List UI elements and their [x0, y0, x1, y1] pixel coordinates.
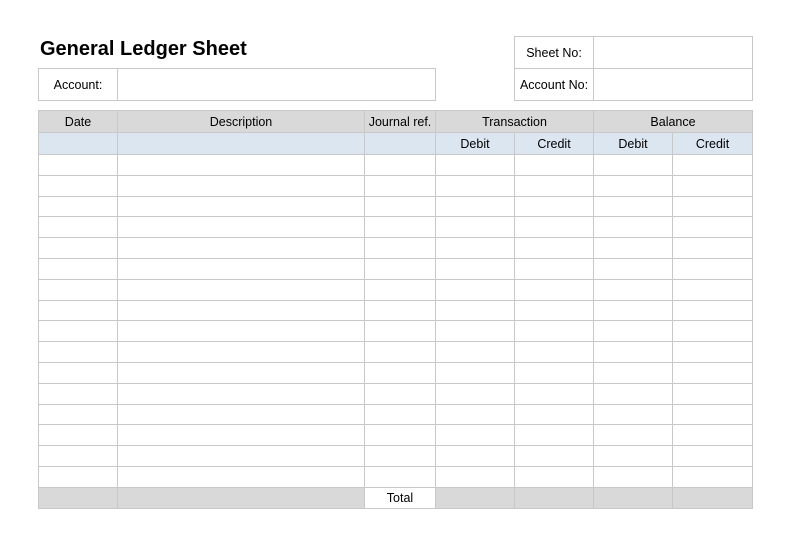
journal-ref-cell[interactable]: [365, 196, 436, 217]
account-no-label: Account No:: [515, 69, 594, 101]
date-cell[interactable]: [39, 196, 118, 217]
balance-debit-cell[interactable]: [594, 258, 673, 279]
transaction-debit-cell[interactable]: [436, 321, 515, 342]
account-no-field[interactable]: [594, 69, 753, 101]
transaction-credit-cell[interactable]: [515, 279, 594, 300]
date-cell[interactable]: [39, 446, 118, 467]
transaction-debit-cell[interactable]: [436, 446, 515, 467]
transaction-debit-cell[interactable]: [436, 217, 515, 238]
col-date: Date: [39, 111, 118, 133]
balance-debit-cell[interactable]: [594, 404, 673, 425]
account-label: Account:: [39, 69, 118, 101]
sheet-no-label: Sheet No:: [515, 37, 594, 69]
description-cell[interactable]: [118, 279, 365, 300]
balance-credit-cell[interactable]: [673, 279, 753, 300]
date-cell[interactable]: [39, 404, 118, 425]
journal-ref-cell[interactable]: [365, 238, 436, 259]
date-cell[interactable]: [39, 217, 118, 238]
table-row: [39, 342, 753, 363]
balance-credit-cell[interactable]: [673, 466, 753, 487]
col-transaction: Transaction: [436, 111, 594, 133]
journal-ref-cell[interactable]: [365, 175, 436, 196]
transaction-credit-cell[interactable]: [515, 466, 594, 487]
col-transaction-credit: Credit: [515, 133, 594, 155]
transaction-debit-cell[interactable]: [436, 258, 515, 279]
transaction-debit-cell[interactable]: [436, 404, 515, 425]
balance-debit-cell[interactable]: [594, 321, 673, 342]
transaction-debit-cell[interactable]: [436, 279, 515, 300]
header-row-2: [39, 133, 753, 155]
balance-credit-cell[interactable]: [673, 404, 753, 425]
table-row: [39, 383, 753, 404]
table-row: [39, 362, 753, 383]
transaction-credit-cell[interactable]: [515, 362, 594, 383]
date-cell[interactable]: [39, 383, 118, 404]
date-cell[interactable]: [39, 279, 118, 300]
description-cell[interactable]: [118, 258, 365, 279]
balance-credit-cell[interactable]: [673, 300, 753, 321]
description-cell[interactable]: [118, 300, 365, 321]
balance-credit-cell[interactable]: [673, 175, 753, 196]
date-cell[interactable]: [39, 466, 118, 487]
balance-debit-cell[interactable]: [594, 383, 673, 404]
date-cell[interactable]: [39, 175, 118, 196]
transaction-debit-cell[interactable]: [436, 466, 515, 487]
balance-debit-cell[interactable]: [594, 155, 673, 176]
balance-debit-cell[interactable]: [594, 196, 673, 217]
description-cell[interactable]: [118, 362, 365, 383]
balance-debit-cell[interactable]: [594, 175, 673, 196]
transaction-credit-cell[interactable]: [515, 258, 594, 279]
description-cell[interactable]: [118, 342, 365, 363]
journal-ref-cell[interactable]: [365, 466, 436, 487]
account-field[interactable]: [118, 69, 436, 101]
balance-credit-cell[interactable]: [673, 446, 753, 467]
date-cell[interactable]: [39, 321, 118, 342]
table-row: [39, 155, 753, 176]
transaction-credit-cell[interactable]: [515, 196, 594, 217]
journal-ref-cell[interactable]: [365, 362, 436, 383]
total-transaction-debit: [436, 487, 515, 508]
table-row: [39, 258, 753, 279]
balance-credit-cell[interactable]: [673, 238, 753, 259]
balance-credit-cell[interactable]: [673, 425, 753, 446]
col-balance-debit: Debit: [594, 133, 673, 155]
journal-ref-cell[interactable]: [365, 446, 436, 467]
balance-debit-cell[interactable]: [594, 446, 673, 467]
col-balance: Balance: [594, 111, 753, 133]
transaction-credit-cell[interactable]: [515, 217, 594, 238]
journal-ref-cell[interactable]: [365, 258, 436, 279]
balance-debit-cell[interactable]: [594, 217, 673, 238]
journal-ref-cell[interactable]: [365, 383, 436, 404]
table-row: [39, 425, 753, 446]
total-row-cell: [39, 487, 118, 508]
transaction-credit-cell[interactable]: [515, 404, 594, 425]
description-cell[interactable]: [118, 466, 365, 487]
transaction-debit-cell[interactable]: [436, 300, 515, 321]
account-table: [38, 68, 436, 101]
balance-credit-cell[interactable]: [673, 342, 753, 363]
total-balance-debit: [594, 487, 673, 508]
transaction-debit-cell[interactable]: [436, 383, 515, 404]
description-cell[interactable]: [118, 425, 365, 446]
col-description: Description: [118, 111, 365, 133]
balance-debit-cell[interactable]: [594, 300, 673, 321]
description-cell[interactable]: [118, 217, 365, 238]
transaction-credit-cell[interactable]: [515, 175, 594, 196]
total-label: Total: [365, 487, 436, 508]
description-cell[interactable]: [118, 196, 365, 217]
col-journal-ref: Journal ref.: [365, 111, 436, 133]
date-cell[interactable]: [39, 258, 118, 279]
balance-credit-cell[interactable]: [673, 258, 753, 279]
table-row: [39, 279, 753, 300]
transaction-credit-cell[interactable]: [515, 155, 594, 176]
date-cell[interactable]: [39, 238, 118, 259]
description-cell[interactable]: [118, 238, 365, 259]
subhead-empty: [365, 133, 436, 155]
balance-credit-cell[interactable]: [673, 155, 753, 176]
transaction-credit-cell[interactable]: [515, 238, 594, 259]
transaction-debit-cell[interactable]: [436, 425, 515, 446]
journal-ref-cell[interactable]: [365, 404, 436, 425]
total-transaction-credit: [515, 487, 594, 508]
total-row-cell: [118, 487, 365, 508]
header-row-1: [39, 111, 753, 133]
transaction-credit-cell[interactable]: [515, 383, 594, 404]
description-cell[interactable]: [118, 155, 365, 176]
description-cell[interactable]: [118, 175, 365, 196]
transaction-debit-cell[interactable]: [436, 362, 515, 383]
sheet-no-field[interactable]: [594, 37, 753, 69]
balance-credit-cell[interactable]: [673, 362, 753, 383]
transaction-credit-cell[interactable]: [515, 300, 594, 321]
balance-credit-cell[interactable]: [673, 196, 753, 217]
balance-debit-cell[interactable]: [594, 279, 673, 300]
date-cell[interactable]: [39, 362, 118, 383]
table-row: [39, 404, 753, 425]
transaction-debit-cell[interactable]: [436, 342, 515, 363]
journal-ref-cell[interactable]: [365, 279, 436, 300]
subhead-empty: [39, 133, 118, 155]
table-row: [39, 466, 753, 487]
date-cell[interactable]: [39, 425, 118, 446]
description-cell[interactable]: [118, 321, 365, 342]
journal-ref-cell[interactable]: [365, 321, 436, 342]
description-cell[interactable]: [118, 446, 365, 467]
transaction-debit-cell[interactable]: [436, 238, 515, 259]
date-cell[interactable]: [39, 155, 118, 176]
ledger-body: [39, 155, 753, 488]
col-transaction-debit: Debit: [436, 133, 515, 155]
balance-debit-cell[interactable]: [594, 425, 673, 446]
subhead-empty: [118, 133, 365, 155]
total-balance-credit: [673, 487, 753, 508]
journal-ref-cell[interactable]: [365, 217, 436, 238]
balance-credit-cell[interactable]: [673, 217, 753, 238]
balance-credit-cell[interactable]: [673, 321, 753, 342]
transaction-debit-cell[interactable]: [436, 175, 515, 196]
journal-ref-cell[interactable]: [365, 300, 436, 321]
table-row: [39, 321, 753, 342]
table-row: [39, 217, 753, 238]
description-cell[interactable]: [118, 383, 365, 404]
transaction-credit-cell[interactable]: [515, 342, 594, 363]
balance-debit-cell[interactable]: [594, 342, 673, 363]
journal-ref-cell[interactable]: [365, 342, 436, 363]
transaction-debit-cell[interactable]: [436, 196, 515, 217]
table-row: [39, 446, 753, 467]
ledger-table: [38, 110, 753, 509]
balance-debit-cell[interactable]: [594, 362, 673, 383]
transaction-credit-cell[interactable]: [515, 321, 594, 342]
table-row: [39, 196, 753, 217]
description-cell[interactable]: [118, 404, 365, 425]
transaction-credit-cell[interactable]: [515, 446, 594, 467]
balance-credit-cell[interactable]: [673, 383, 753, 404]
balance-debit-cell[interactable]: [594, 238, 673, 259]
balance-debit-cell[interactable]: [594, 466, 673, 487]
transaction-credit-cell[interactable]: [515, 425, 594, 446]
journal-ref-cell[interactable]: [365, 425, 436, 446]
journal-ref-cell[interactable]: [365, 155, 436, 176]
total-row: [39, 487, 753, 508]
transaction-debit-cell[interactable]: [436, 155, 515, 176]
page-title: General Ledger Sheet: [40, 38, 247, 60]
date-cell[interactable]: [39, 342, 118, 363]
table-row: [39, 238, 753, 259]
col-balance-credit: Credit: [673, 133, 753, 155]
table-row: [39, 175, 753, 196]
date-cell[interactable]: [39, 300, 118, 321]
sheet-info-table: [514, 36, 753, 101]
table-row: [39, 300, 753, 321]
